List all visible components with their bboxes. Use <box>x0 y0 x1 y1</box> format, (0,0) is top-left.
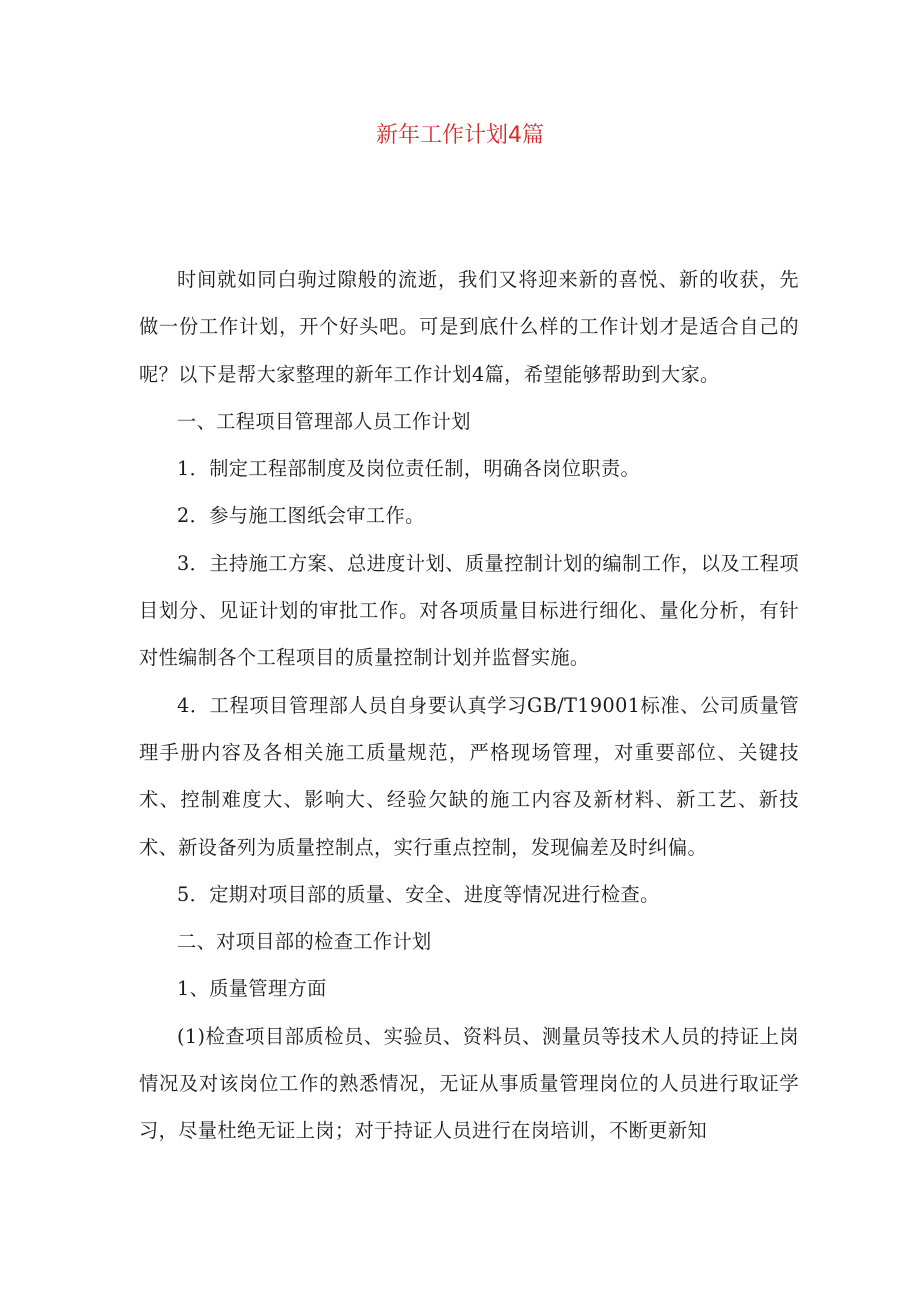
document-body <box>139 256 799 1155</box>
intro-paragraph: 时间就如同白驹过隙般的流逝，我们又将迎来新的喜悦、新的收获，先做一份工作计划，开个好头吧。可是到底什么样的工作计划才是适合自己的呢？以下是帮大家整理的新年工作计划4篇，希望能够帮助到大家。 <box>139 268 799 386</box>
list-item-3: 3．主持施工方案、总进度计划、质量控制计划的编制工作，以及工程项目划分、见证计划的审批工作。对各项质量目标进行细化、量化分析，有针对性编制各个工程项目的质量控制计划并监督实施。 <box>139 551 799 670</box>
document-title: 新年工作计划4篇 <box>376 123 544 148</box>
section-heading-1: 一、工程项目管理部人员工作计划 <box>177 409 471 433</box>
subsection-heading-quality: 1、质量管理方面 <box>177 977 327 1001</box>
list-item-2: 2．参与施工图纸会审工作。 <box>177 504 425 528</box>
list-item-1: 1．制定工程部制度及岗位责任制，明确各岗位职责。 <box>177 457 641 481</box>
subitem-paragraph-1: (1)检查项目部质检员、实验员、资料员、测量员等技术人员的持证上岗情况及对该岗位工作的熟悉情况，无证从事质量管理岗位的人员进行取证学习，尽量杜绝无证上岗；对于持证人员进行在岗培训，不断更新知 <box>139 1024 799 1143</box>
list-item-5: 5．定期对项目部的质量、安全、进度等情况进行检查。 <box>177 882 660 906</box>
list-item-4: 4．工程项目管理部人员自身要认真学习GB/T19001标准、公司质量管理手册内容及各相关施工质量规范，严格现场管理，对重要部位、关键技术、控制难度大、影响大、经验欠缺的施工内容及新材料、新工艺、新技术、新设备列为质量控制点，实行重点控制，发现偏差及时纠偏。 <box>139 693 799 859</box>
section-heading-2: 二、对项目部的检查工作计划 <box>177 930 432 954</box>
